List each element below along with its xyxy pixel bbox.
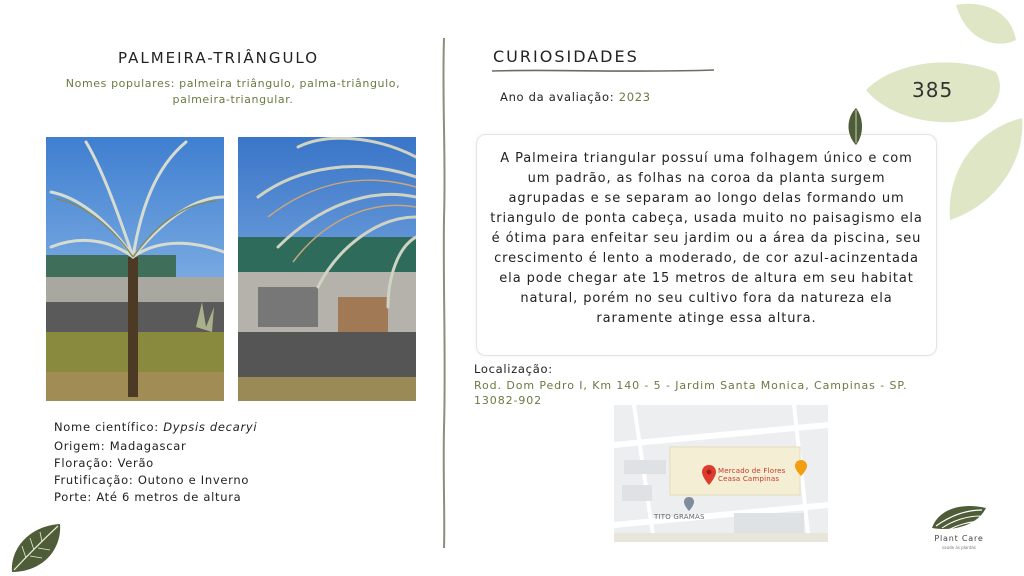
column-divider — [440, 38, 448, 548]
fruiting-value: Outono e Inverno — [137, 473, 250, 487]
map-pin-icon — [702, 465, 716, 485]
size-value: Até 6 metros de altura — [96, 490, 242, 504]
evaluation-year — [500, 90, 651, 104]
size-label: Porte: — [54, 490, 92, 504]
plant-title: PALMEIRA-TRIÂNGULO — [118, 49, 320, 67]
leaf-icon — [8, 520, 64, 576]
plant-care-logo — [924, 502, 994, 552]
year-label: Ano da avaliação: — [500, 90, 615, 104]
popular-names — [38, 76, 428, 108]
fruiting-row — [54, 472, 257, 489]
logo-tagline: saúde às plantas — [942, 545, 976, 550]
palm-photo-closeup — [238, 137, 416, 401]
fruiting-label: Frutificação: — [54, 473, 134, 487]
size-row — [54, 489, 257, 506]
map-location-icon — [684, 497, 694, 511]
decorative-leaves-icon — [846, 0, 1024, 230]
map-place-line2: Ceasa Campinas — [718, 475, 780, 483]
scientific-name-label: Nome científico: — [54, 420, 159, 434]
scientific-name-value: Dypsis decaryi — [163, 420, 258, 434]
plant-details — [54, 419, 257, 506]
flowering-label: Floração: — [54, 456, 114, 470]
origin-value: Madagascar — [109, 439, 187, 453]
location-label: Localização: — [474, 362, 553, 376]
logo-leaf-icon — [930, 502, 988, 532]
location-address: Rod. Dom Pedro I, Km 140 - 5 - Jardim Santa Monica, Campinas - SP. 13082-902 — [474, 379, 908, 407]
logo-name: Plant Care — [934, 534, 984, 543]
map-place-label — [718, 467, 785, 483]
map-place-line1: Mercado de Flores — [718, 467, 786, 475]
popular-names-value: palmeira triângulo, palma-triângulo, palmeira-triangular. — [172, 77, 401, 106]
map-poi-icon — [795, 460, 807, 476]
origin-row — [54, 438, 257, 455]
palm-photo-street — [46, 137, 224, 401]
flowering-row — [54, 455, 257, 472]
title-underline — [492, 67, 714, 75]
page-number: 385 — [912, 78, 954, 102]
location-map[interactable] — [614, 405, 828, 542]
scientific-name-row — [54, 419, 257, 436]
map-street-label: TITO GRAMAS — [654, 513, 705, 521]
year-value: 2023 — [618, 90, 651, 104]
curiosities-title: CURIOSIDADES — [493, 47, 639, 66]
origin-label: Origem: — [54, 439, 106, 453]
flowering-value: Verão — [117, 456, 154, 470]
curiosity-text-box: A Palmeira triangular possuí uma folhagem único e com um padrão, as folhas na coroa da planta surgem agrupadas e se separam ao longo delas formando um triangulo de ponta cabeça, usada muito no paisagismo ela é ótima para enfeitar seu jardim ou a área da piscina, seu crescimento é lento a moderado, de cor azul-acinzentada ela pode chegar ate 15 metros de altura em seu habitat natural, porém no seu cultivo fora da natureza ela raramente atinge essa altura. — [476, 134, 937, 356]
popular-names-label: Nomes populares: — [65, 77, 176, 90]
